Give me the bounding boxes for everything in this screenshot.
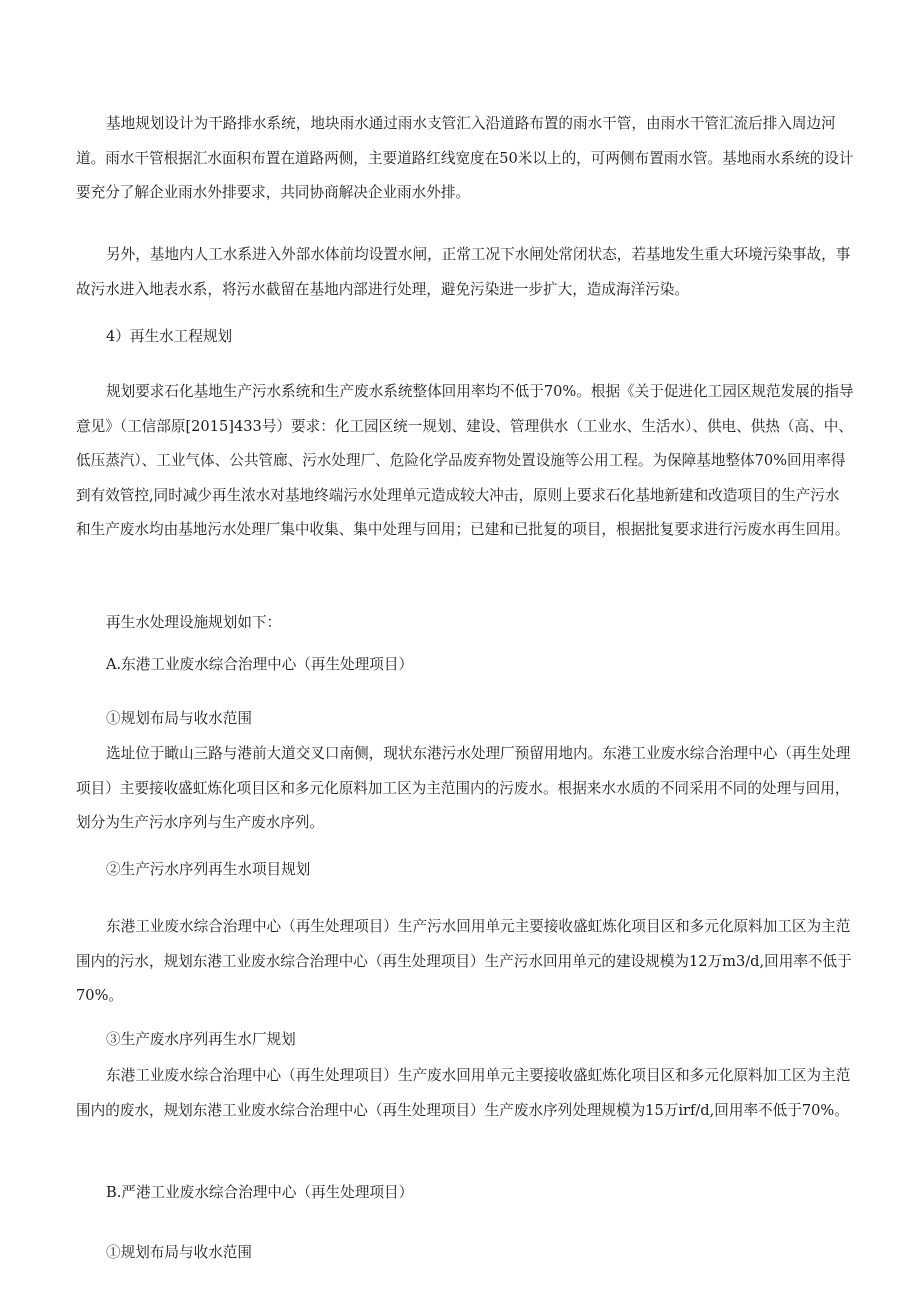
paragraph-water-gate: 另外，基地内人工水系进入外部水体前均设置水闸，正常工况下水闸处常闭状态，若基地发生重大环境污染事故，事故污水进入地表水系，将污水截留在基地内部进行处理，避免污染进一步扩大，造成海洋污染。 <box>76 246 851 298</box>
subheading-donggang-center: A.东港工业废水综合治理中心（再生处理项目） <box>106 656 414 673</box>
section-heading-reclaimed-water: 4）再生水工程规划 <box>106 328 233 345</box>
subheading-sewage-series: ②生产污水序列再生水项目规划 <box>106 861 311 878</box>
paragraph-sewage-scale: 东港工业废水综合治理中心（再生处理项目）生产污水回用单元主要接收盛虹炼化项目区和多元化原料加工区为主范围内的污水，规划东港工业废水综合治理中心（再生处理项目）生产污水回用单元的建设规模为12万m3∕d,回用率不低于70%。 <box>76 918 852 1005</box>
subheading-wastewater-series: ③生产废水序列再生水厂规划 <box>106 1031 296 1048</box>
subheading-yangang-center: B.严港工业废水综合治理中心（再生处理项目） <box>106 1184 414 1201</box>
subheading-donggang-layout: ①规划布局与收水范围 <box>106 710 252 727</box>
paragraph-wastewater-scale: 东港工业废水综合治理中心（再生处理项目）生产废水回用单元主要接收盛虹炼化项目区和多元化原料加工区为主范围内的废水，规划东港工业废水综合治理中心（再生处理项目）生产废水序列处理规模为15万irf/d,回用率不低于70%。 <box>76 1067 851 1119</box>
subheading-yangang-layout: ①规划布局与收水范围 <box>106 1244 252 1261</box>
paragraph-donggang-site: 选址位于瞰山三路与港前大道交叉口南侧，现状东港污水处理厂预留用地内。东港工业废水综合治理中心（再生处理项目）主要接收盛虹炼化项目区和多元化原料加工区为主范围内的污废水。根据来水水质的不同采用不同的处理与回用，划分为生产污水序列与生产废水序列。 <box>76 745 851 832</box>
paragraph-rainwater-system: 基地规划设计为干路排水系统，地块雨水通过雨水支管汇入沿道路布置的雨水干管，由雨水干管汇流后排入周边河道。雨水干管根据汇水面积布置在道路两侧，主要道路红线宽度在50米以上的，可两侧布置雨水管。基地雨水系统的设计要充分了解企业雨水外排要求，共同协商解决企业雨水外排。 <box>76 115 854 202</box>
paragraph-reuse-requirement: 规划要求石化基地生产污水系统和生产废水系统整体回用率均不低于70%。根据《关于促进化工园区规范发展的指导意见》（工信部原[2015]433号）要求：化工园区统一规划、建设、管理供水（工业水、生活水）、供电、供热（高、中、低压蒸汽）、工业气体、公共管廊、污水处理厂、危险化学品废弃物处置设施等公用工程。为保障基地整体70%回用率得到有效管控,同时减少再生浓水对基地终端污水处理单元造成较大冲击，原则上要求石化基地新建和改造项目的生产污水和生产废水均由基地污水处理厂集中收集、集中处理与回用；已建和已批复的项目，根据批复要求进行污废水再生回用。 <box>76 383 854 539</box>
paragraph-facility-intro: 再生水处理设施规划如下： <box>106 614 282 631</box>
